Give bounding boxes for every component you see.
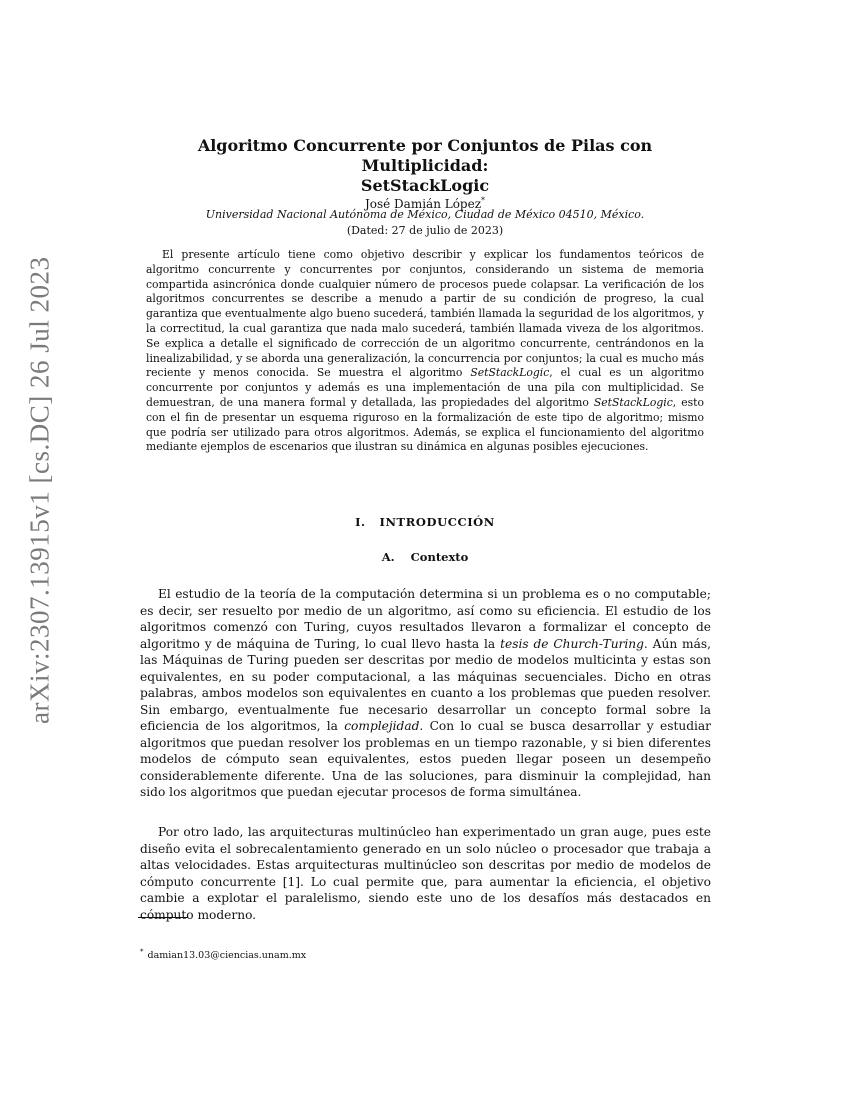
author-name: José Damián López bbox=[364, 197, 482, 211]
subsection-title: Contexto bbox=[410, 550, 469, 564]
abstract-text: , esto con el fin de presentar un esquema riguroso en la formalización de este tipo de algoritmo; mismo que podría ser utilizado para otros algoritmos. Además, se explica el funcionamiento del algoritmo mediante ejemplos de escenarios que ilustran su dinámica en algunas posibles ejecuciones. bbox=[146, 395, 705, 454]
paper-title-line-1: Algoritmo Concurrente por Conjuntos de Pilas con Multiplicidad: bbox=[197, 136, 653, 175]
subsection-heading bbox=[140, 550, 710, 564]
paper-title-line-2: SetStackLogic bbox=[360, 176, 490, 195]
section-title: INTRODUCCIÓN bbox=[379, 515, 495, 529]
paragraph-text: . Con lo cual se busca desarrollar y estudiar algoritmos que puedan resolver los problemas en un tiempo razonable, y si bien diferentes modelos de cómputo sean equivalentes, estos pueden llegar poseen un desempeño considerablemente diferente. Una de las soluciones, para disminuir la complejidad, han sido los algoritmos que puedan ejecutar procesos de forma simultánea. bbox=[140, 719, 711, 799]
section-heading bbox=[140, 515, 710, 529]
paragraph-text: El estudio de la teoría de la computación determina si un problema es o no computable; es decir, ser resuelto por medio de un algoritmo, así como su eficiencia. El estudio de los algoritmos comenzó con Turing, cuyos resultados llevaron a formalizar el concepto de algoritmo y de máquina de Turing, lo cual llevo hasta la bbox=[140, 587, 711, 651]
date-line: (Dated: 27 de julio de 2023) bbox=[346, 224, 504, 237]
author-affiliation: Universidad Nacional Autónoma de México, Ciudad de México 04510, México. bbox=[205, 208, 645, 221]
footnote-email[interactable]: damian13.03@ciencias.unam.mx bbox=[147, 950, 307, 962]
abstract bbox=[146, 248, 704, 455]
section-number: I. bbox=[355, 515, 366, 529]
footnote-divider bbox=[138, 917, 188, 918]
paragraph-emphasis: complejidad bbox=[344, 719, 420, 733]
footnote-mark: * bbox=[140, 948, 144, 956]
subsection-number: A. bbox=[381, 550, 395, 564]
abstract-algorithm-name: SetStackLogic bbox=[593, 395, 673, 409]
paragraph-text: . Aún más, las Máquinas de Turing pueden ser descritas por medio de modelos multicinta y estas son equivalentes, en su poder computacional, a las máquinas secuenciales. Dicho en otras palabras, ambos modelos son equivalentes en cuanto a los problemas que pueden resolver. Sin embargo, eventualmente fue necesario desarrollar un concepto formal sobre la eficiencia de los algoritmos, la bbox=[140, 636, 711, 733]
paragraph-emphasis: tesis de Church-Turing bbox=[500, 636, 644, 651]
body-paragraph: Por otro lado, las arquitecturas multinúcleo han experimentado un gran auge, pues este diseño evita el sobrecalentamiento generado en un solo núcleo o procesador que trabaja a altas velocidades. Estas arquitecturas multinúcleo son descritas por medio de modelos de cómputo concurrente [1]. Lo cual permite que, para aumentar la eficiencia, el objetivo cambie a explotar el paralelismo, siendo este uno de los desafíos más destacados en cómputo moderno. bbox=[140, 825, 711, 922]
footnote bbox=[140, 946, 540, 962]
abstract-algorithm-name: SetStackLogic bbox=[470, 366, 550, 380]
abstract-text: , el cual es un algoritmo concurrente por conjuntos y además es una implementación de una pila con multiplicidad. Se demuestran, de una manera formal y detallada, las propiedades del algoritmo bbox=[146, 366, 704, 409]
abstract-text: El presente artículo tiene como objetivo describir y explicar los fundamentos teóricos de algoritmo concurrente y concurrentes por conjuntos, considerando un sistema de memoria compartida asincrónica donde cualquier número de procesos puede colapsar. La verificación de los algoritmos concurrentes se describe a menudo a partir de su condición de progreso, la cual garantiza que eventualmente algo bueno sucederá, también llamada la seguridad de los algoritmos, y la correctitud, la cual garantiza que nada malo sucederá, también llamada viveza de los algoritmos. Se explica a detalle el significado de corrección de un algoritmo concurrente, centrándonos en la linealizabilidad, y se aborda una generalización, la concurrencia por conjuntos; la cual es mucho más reciente y menos conocida. Se muestra el algoritmo bbox=[146, 248, 704, 380]
arxiv-identifier-stamp: arXiv:2307.13915v1 [cs.DC] 26 Jul 2023 bbox=[24, 256, 55, 724]
paper-title bbox=[145, 136, 705, 196]
author-footnote-mark: * bbox=[481, 196, 486, 205]
body-paragraph bbox=[140, 586, 711, 801]
